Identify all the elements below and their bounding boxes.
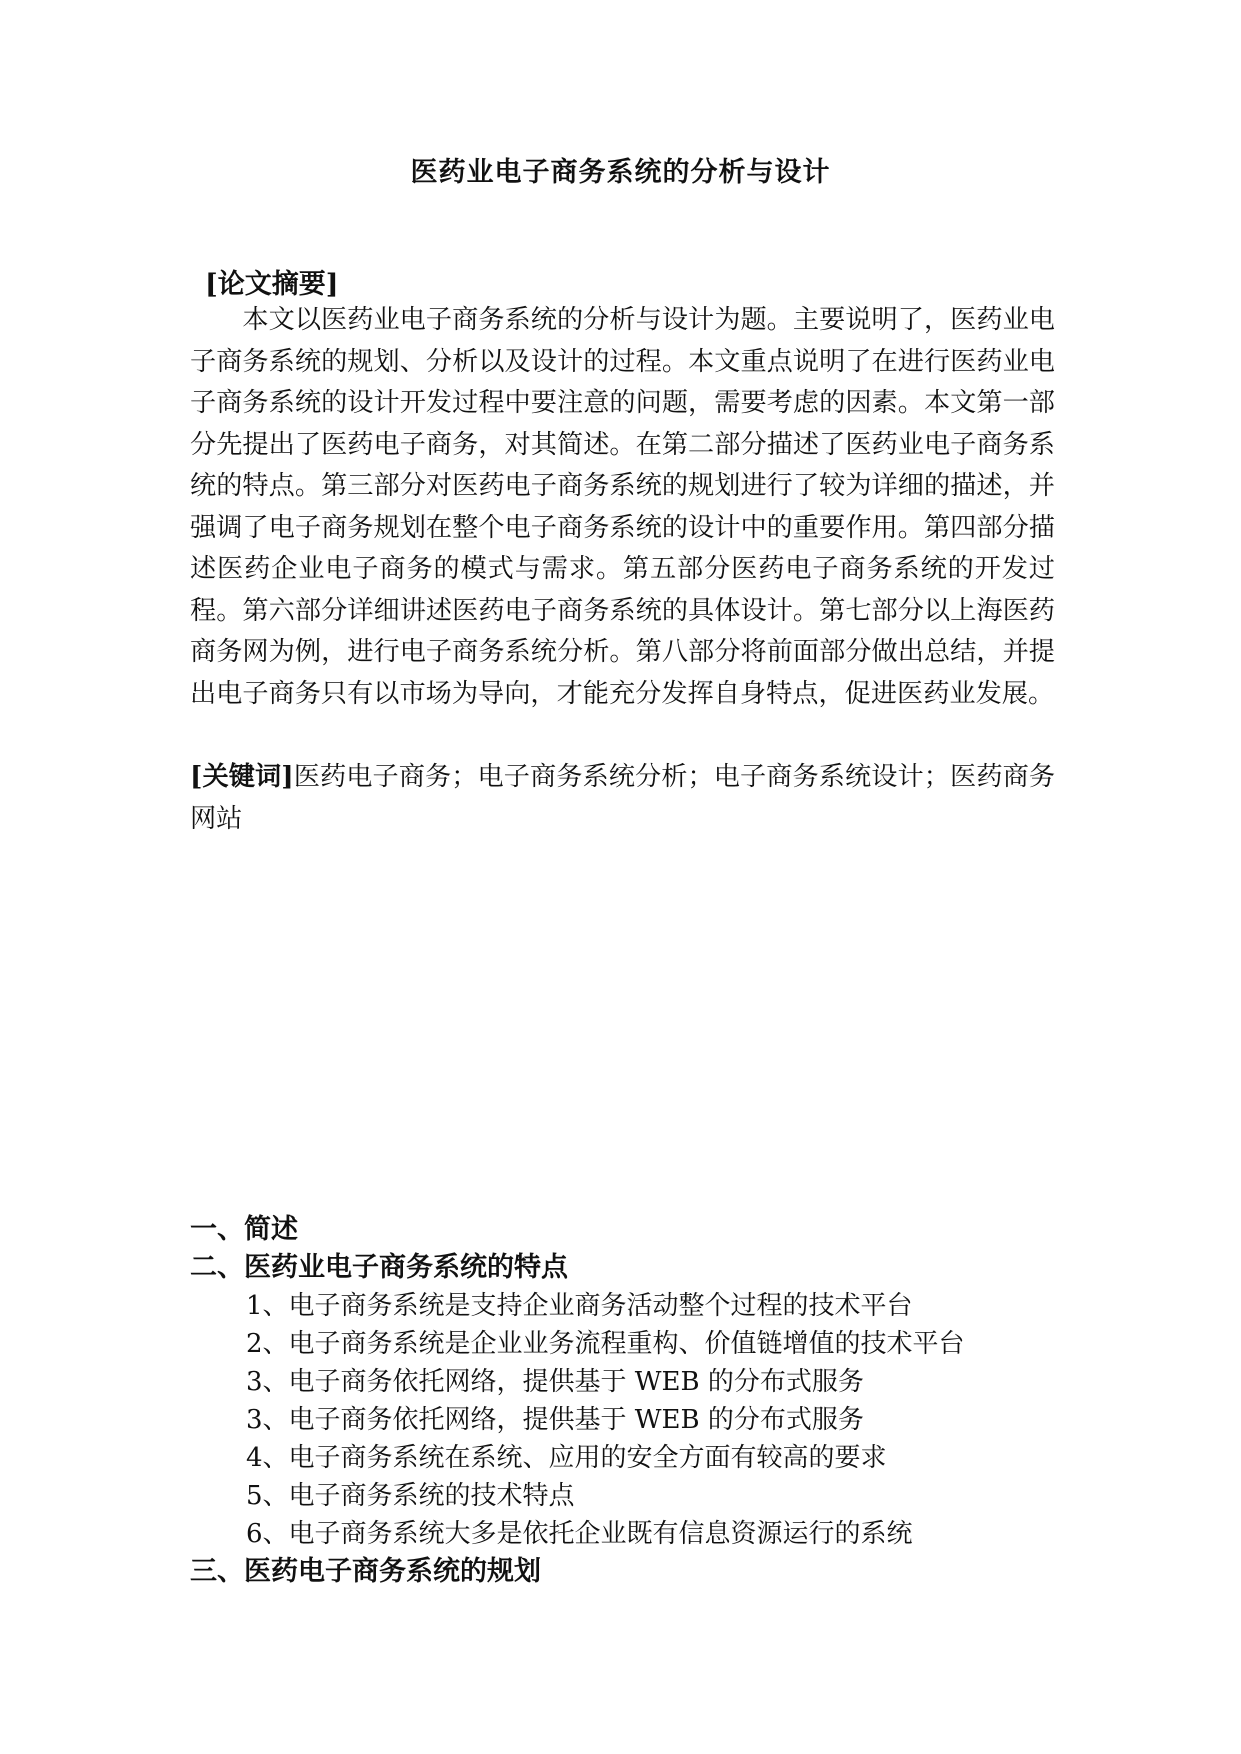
keywords-label: [关键词] (190, 761, 294, 792)
toc-subitem: 3、电子商务依托网络，提供基于 WEB 的分布式服务 (246, 1405, 864, 1435)
toc-section-2: 二、医药业电子商务系统的特点 (190, 1252, 568, 1283)
toc-subitem: 6、电子商务系统大多是依托企业既有信息资源运行的系统 (246, 1519, 913, 1549)
table-of-contents (190, 1211, 1090, 1591)
toc-subitem: 1、电子商务系统是支持企业商务活动整个过程的技术平台 (246, 1291, 913, 1321)
toc-subitem: 4、电子商务系统在系统、应用的安全方面有较高的要求 (246, 1443, 887, 1473)
keywords-paragraph (190, 756, 1055, 840)
toc-section-3: 三、医药电子商务系统的规划 (190, 1556, 541, 1587)
toc-subitem: 5、电子商务系统的技术特点 (246, 1481, 575, 1511)
document-title: 医药业电子商务系统的分析与设计 (410, 157, 831, 188)
toc-subitem: 2、电子商务系统是企业业务流程重构、价值链增值的技术平台 (246, 1329, 965, 1359)
toc-section-1: 一、简述 (190, 1214, 298, 1245)
abstract-paragraph: 本文以医药业电子商务系统的分析与设计为题。主要说明了，医药业电子商务系统的规划、分析以及设计的过程。本文重点说明了在进行医药业电子商务系统的设计开发过程中要注意的问题，需要考虑的因素。本文第一部分先提出了医药电子商务，对其简述。在第二部分描述了医药业电子商务系统的特点。第三部分对医药电子商务系统的规划进行了较为详细的描述，并强调了电子商务规划在整个电子商务系统的设计中的重要作用。第四部分描述医药企业电子商务的模式与需求。第五部分医药电子商务系统的开发过程。第六部分详细讲述医药电子商务系统的具体设计。第七部分以上海医药商务网为例，进行电子商务系统分析。第八部分将前面部分做出总结，并提出电子商务只有以市场为导向，才能充分发挥自身特点，促进医药业发展。 (190, 305, 1055, 709)
keywords-text: 医药电子商务；电子商务系统分析；电子商务系统设计；医药商务网站 (190, 762, 1056, 834)
toc-subitem: 3、电子商务依托网络，提供基于 WEB 的分布式服务 (246, 1367, 864, 1397)
abstract-heading: [论文摘要] (205, 269, 339, 300)
